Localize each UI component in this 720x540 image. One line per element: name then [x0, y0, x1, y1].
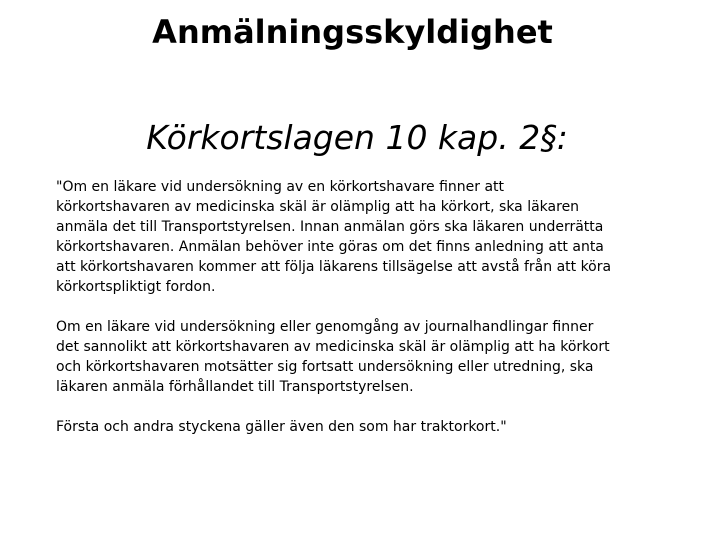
slide-subtitle: Körkortslagen 10 kap. 2§:	[146, 118, 568, 157]
paragraph-1: "Om en läkare vid undersökning av en körkortshavare finner att körkortshavaren av medicinska skäl är olämplig att ha körkort, ska läkaren anmäla det till Transportstyrelsen. Innan anmälan görs ska läkaren underrätta körkortshavaren. Anmälan behöver inte göras om det finns anledning att anta att körkortshavaren kommer att följa läkarens tillsägelse att avstå från att köra körkortspliktigt fordon.	[56, 179, 612, 295]
slide-body	[56, 177, 616, 437]
paragraph-3: Första och andra styckena gäller även den som har traktorkort."	[56, 419, 507, 435]
paragraph-2: Om en läkare vid undersökning eller genomgång av journalhandlingar finner det sannolikt att körkortshavaren av medicinska skäl är olämplig att ha körkort och körkortshavaren motsätter sig fortsatt undersökning eller utredning, ska läkaren anmäla förhållandet till Transportstyrelsen.	[56, 319, 610, 395]
slide-title: Anmälningsskyldighet	[152, 13, 553, 51]
